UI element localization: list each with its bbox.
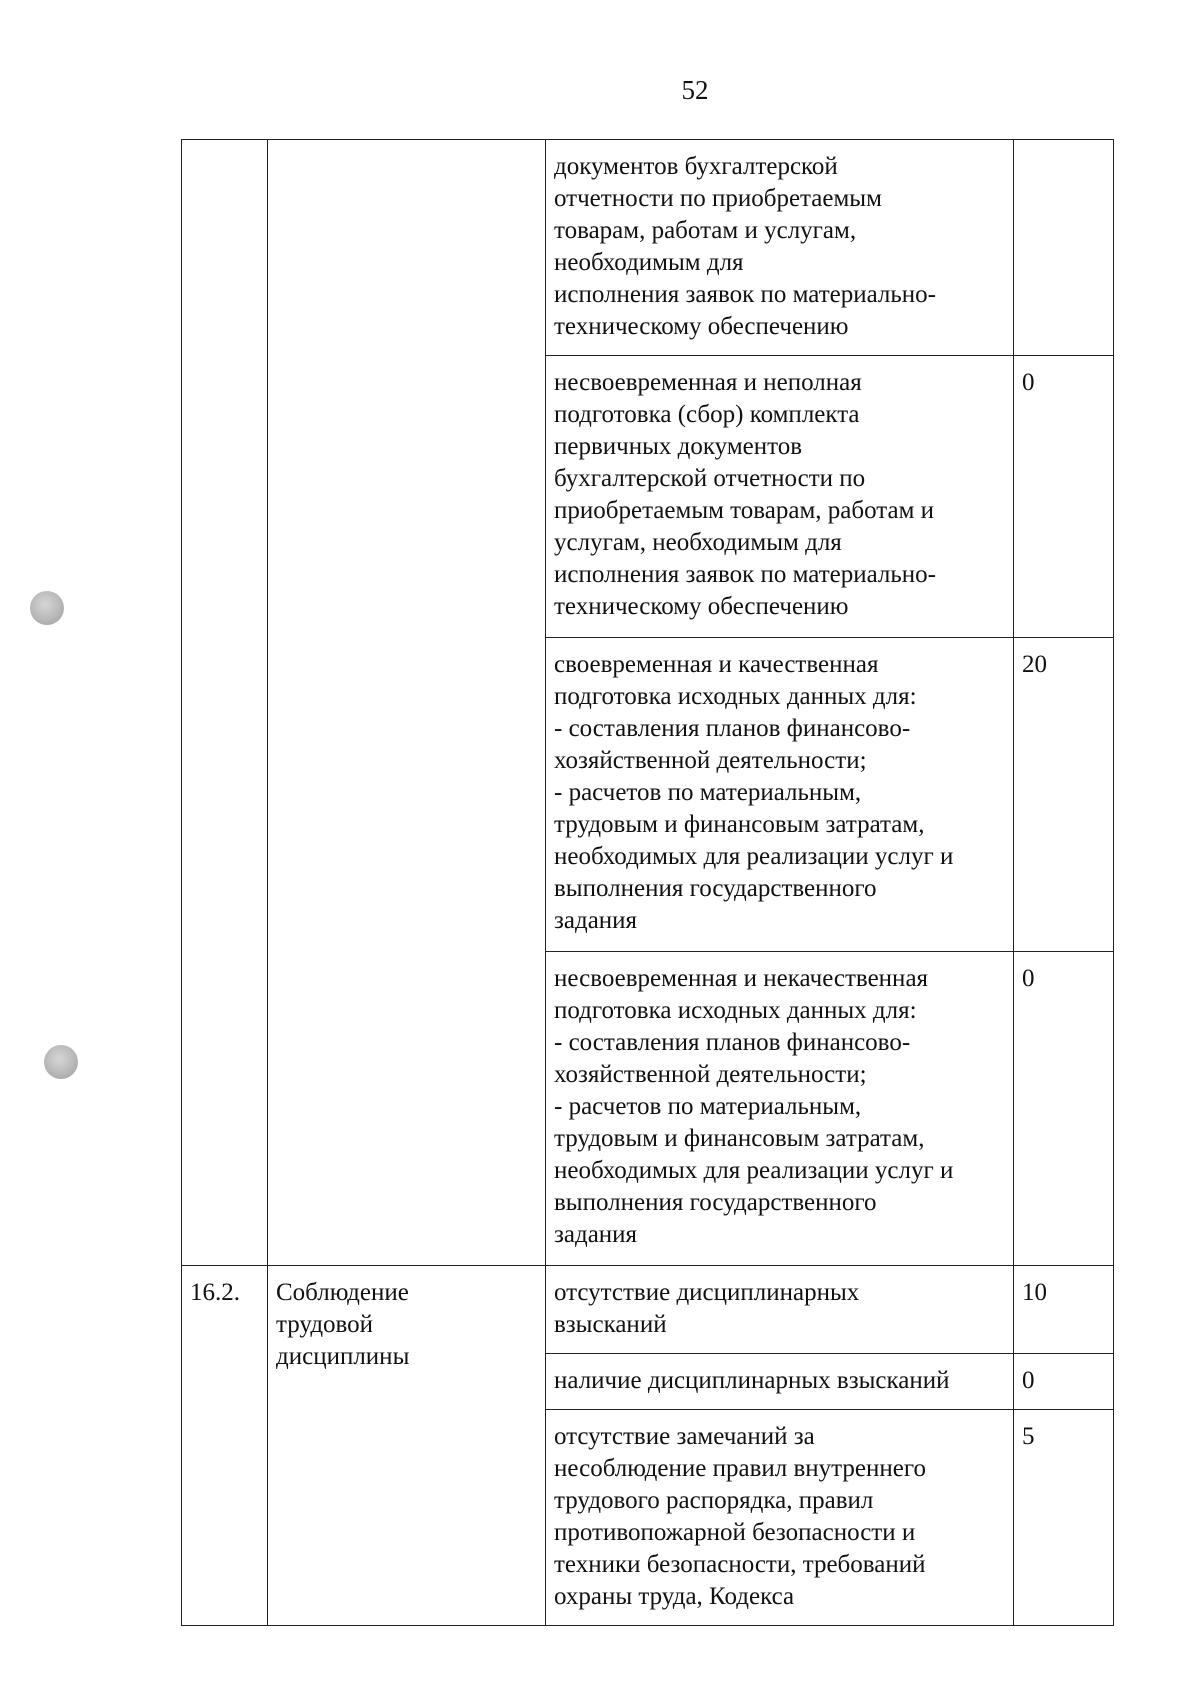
criterion-cell: своевременная и качественная подготовка исходных данных для: - составления планов финансово- хозяйственной деятельности; - расчетов по материальным, трудовым и финансовым затратам, необходимых для реализации услуг и выполнения государственного задания bbox=[546, 638, 1014, 952]
points-cell: 5 bbox=[1014, 1410, 1114, 1626]
table-row bbox=[182, 1266, 1114, 1354]
points-cell: 20 bbox=[1014, 638, 1114, 952]
points-cell: 10 bbox=[1014, 1266, 1114, 1354]
criterion-cell: наличие дисциплинарных взысканий bbox=[546, 1354, 1014, 1410]
punch-hole bbox=[44, 1045, 78, 1079]
points-cell: 0 bbox=[1014, 952, 1114, 1266]
points-cell: 0 bbox=[1014, 356, 1114, 638]
points-cell: 0 bbox=[1014, 1354, 1114, 1410]
indicator-name: Соблюдение трудовой дисциплины bbox=[268, 1266, 546, 1626]
points-cell bbox=[1014, 140, 1114, 356]
page-number: 52 bbox=[681, 75, 709, 105]
criterion-cell: отсутствие замечаний за несоблюдение правил внутреннего трудового распорядка, правил противопожарной безопасности и техники безопасности, требований охраны труда, Кодекса bbox=[546, 1410, 1014, 1626]
item-number: 16.2. bbox=[182, 1266, 268, 1626]
criterion-cell: отсутствие дисциплинарных взысканий bbox=[546, 1266, 1014, 1354]
criteria-table bbox=[181, 139, 1114, 1626]
criterion-cell: несвоевременная и неполная подготовка (сбор) комплекта первичных документов бухгалтерской отчетности по приобретаемым товарам, работам и услугам, необходимым для исполнения заявок по материально- техническому обеспечению bbox=[546, 356, 1014, 638]
punch-hole bbox=[30, 591, 64, 625]
criterion-cell: несвоевременная и некачественная подготовка исходных данных для: - составления планов финансово- хозяйственной деятельности; - расчетов по материальным, трудовым и финансовым затратам, необходимых для реализации услуг и выполнения государственного задания bbox=[546, 952, 1014, 1266]
table-row bbox=[182, 140, 1114, 356]
indicator-cell-empty bbox=[268, 140, 546, 1266]
number-cell-empty bbox=[182, 140, 268, 1266]
criterion-cell: документов бухгалтерской отчетности по приобретаемым товарам, работам и услугам, необходимым для исполнения заявок по материально- техническому обеспечению bbox=[546, 140, 1014, 356]
